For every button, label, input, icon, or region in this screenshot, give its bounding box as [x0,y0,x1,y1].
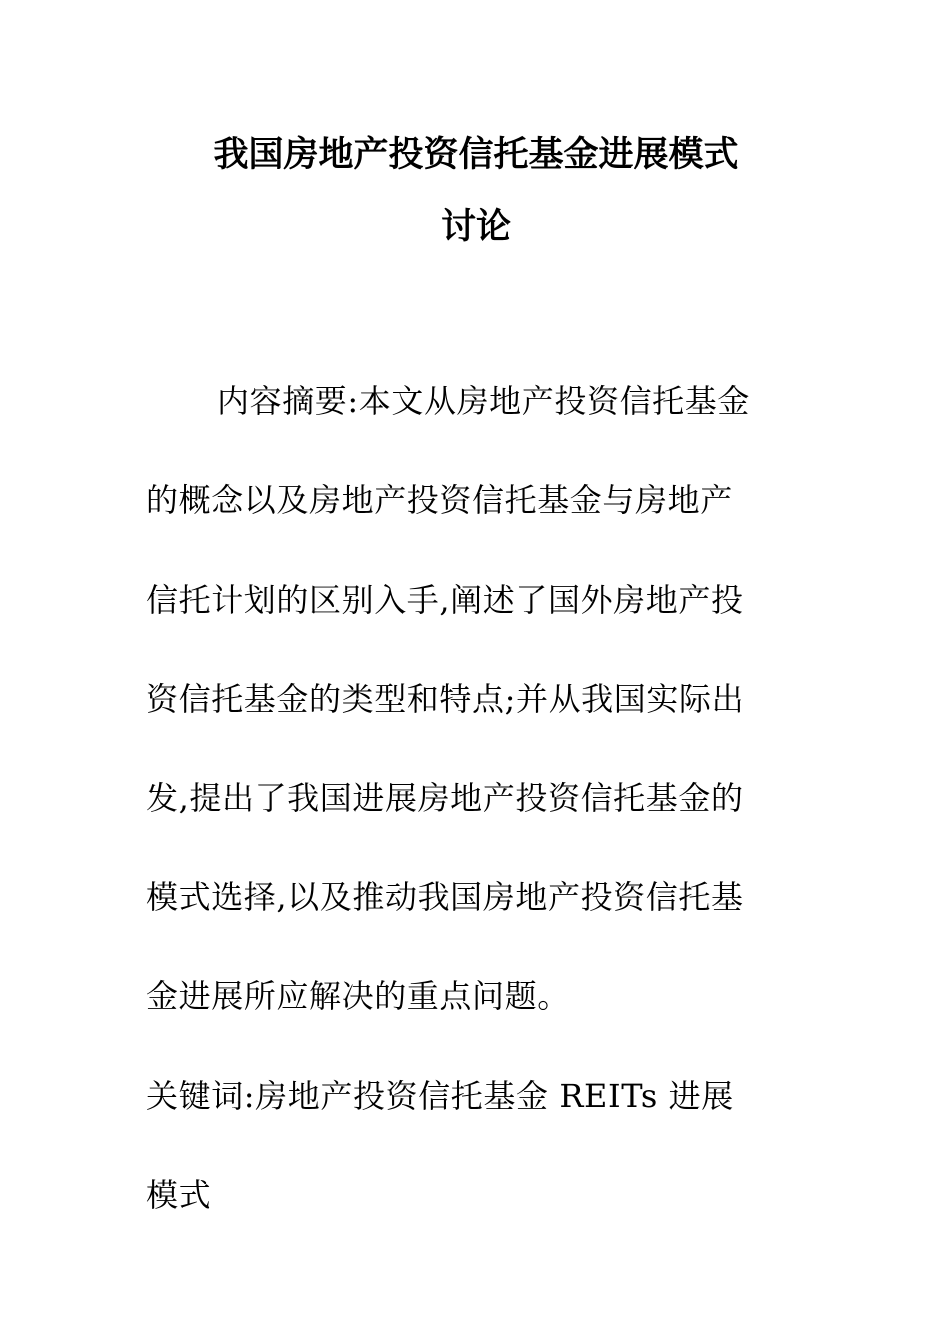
abstract-line-6: 模式选择,以及推动我国房地产投资信托基 [146,878,744,916]
abstract-line-4: 资信托基金的类型和特点;并从我国实际出 [146,680,745,718]
abstract-line-1: 内容摘要:本文从房地产投资信托基金 [217,382,750,420]
document-title-line-2: 讨论 [440,207,511,247]
abstract-line-7: 金进展所应解决的重点问题。 [146,977,570,1015]
keywords-line-1: 关键词:房地产投资信托基金 REITs 进展 [146,1077,734,1115]
abstract-line-5: 发,提出了我国进展房地产投资信托基金的 [146,779,744,817]
document-title-line-1: 我国房地产投资信托基金进展模式 [213,135,739,175]
abstract-line-3: 信托计划的区别入手,阐述了国外房地产投 [146,581,744,619]
abstract-line-2: 的概念以及房地产投资信托基金与房地产 [146,481,733,519]
keywords-line-2: 模式 [146,1176,212,1214]
